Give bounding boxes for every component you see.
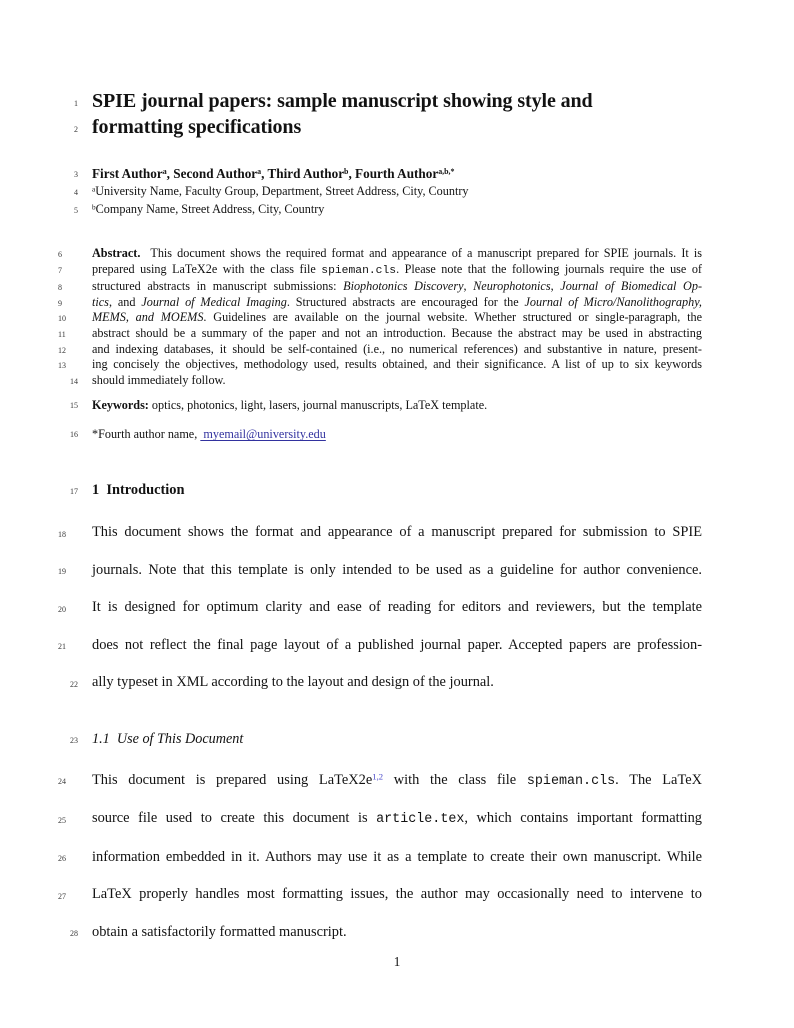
- email-link[interactable]: myemail@university.edu: [200, 427, 326, 442]
- text-segment: structured abstracts in manuscript submissions:: [92, 279, 344, 294]
- doc-line: [58, 589, 702, 627]
- text-segment: , and: [108, 294, 142, 309]
- line-number: 25: [58, 815, 66, 825]
- line-number: 1: [74, 99, 78, 108]
- line-number: 19: [58, 567, 66, 577]
- line-content: [92, 810, 702, 826]
- doc-line: [58, 800, 702, 839]
- line-content: [92, 357, 702, 371]
- doc-line: [70, 729, 702, 749]
- text-segment: Journal of Medical Imaging: [141, 294, 287, 309]
- text-segment: ally typeset in XML according to the layout and design of the journal.: [92, 674, 494, 691]
- line-number: 18: [58, 529, 66, 539]
- text-segment: information embedded in it. Authors may use it as a template to create their own manuscript. While: [92, 848, 702, 865]
- text-segment: 1.1 Use of This Document: [92, 730, 244, 747]
- line-number: 23: [70, 735, 78, 745]
- line-content: [92, 90, 593, 112]
- text-segment: article.tex: [376, 812, 465, 828]
- text-segment: spieman.cls: [321, 264, 397, 277]
- doc-line: [70, 480, 702, 500]
- line-content: [92, 482, 185, 498]
- line-number: 20: [58, 604, 66, 614]
- block-section-heading: [70, 480, 702, 500]
- text-segment: with the class file: [383, 771, 527, 788]
- block-keywords: [70, 397, 702, 413]
- doc-line: [74, 114, 702, 140]
- text-segment: a: [257, 167, 262, 177]
- line-content: [92, 310, 702, 324]
- text-segment: prepared using LaTeX2e with the class file: [92, 261, 322, 276]
- text-segment: b: [92, 201, 96, 211]
- doc-line: [70, 397, 702, 413]
- text-segment: a: [162, 167, 167, 177]
- line-number: 6: [58, 250, 62, 259]
- text-segment: Abstract.: [92, 246, 141, 260]
- page-number: 1: [393, 954, 401, 969]
- line-number: 8: [58, 283, 62, 293]
- text-segment: Keywords:: [92, 398, 149, 413]
- line-content: [92, 202, 324, 216]
- text-segment: This document shows the required format and appearance of a manuscript prepared for SPIE journals. It is: [140, 246, 702, 260]
- line-content: [92, 524, 702, 540]
- doc-line: [58, 310, 702, 326]
- text-segment: formatting specifications: [92, 116, 302, 138]
- block-authors: [74, 165, 702, 183]
- doc-line: [70, 372, 702, 389]
- line-content: [92, 731, 243, 747]
- text-segment: Journal of Biomedical Op-: [560, 279, 703, 294]
- line-content: [92, 427, 326, 441]
- doc-line: [74, 183, 702, 201]
- doc-line: [74, 201, 702, 219]
- doc-line: [74, 88, 702, 114]
- text-segment: and indexing databases, it should be self-contained (i.e., no numerical references) and substantive in nature, present-: [92, 341, 702, 356]
- line-content: [92, 295, 702, 309]
- line-content: [92, 562, 702, 578]
- line-content: [92, 398, 487, 412]
- line-content: [92, 342, 702, 356]
- line-number: 24: [58, 777, 66, 787]
- line-number: 17: [70, 487, 78, 497]
- doc-line: [58, 261, 702, 280]
- line-content: [92, 924, 347, 940]
- doc-line: [58, 627, 702, 665]
- doc-line: [58, 514, 702, 552]
- doc-line: [58, 839, 702, 877]
- text-segment: . The LaTeX: [615, 771, 703, 788]
- line-number: 14: [70, 376, 78, 386]
- text-segment: . Structured abstracts are encouraged for the: [286, 294, 525, 309]
- block-title: [74, 88, 702, 140]
- line-content: [92, 599, 702, 615]
- line-content: [92, 184, 469, 198]
- line-number: 7: [58, 265, 62, 275]
- line-number: 11: [58, 329, 66, 339]
- doc-line: [58, 325, 702, 342]
- text-segment: SPIE journal papers: sample manuscript showing style and: [92, 90, 593, 112]
- text-segment: . Guidelines are available on the journal website. Whether structured or single-paragraph, the: [203, 310, 702, 325]
- doc-line: [58, 279, 703, 295]
- text-segment: Company Name, Street Address, City, Country: [95, 201, 325, 216]
- text-segment: Journal of Micro/Nanolithography,: [524, 294, 702, 309]
- line-content: [92, 849, 702, 865]
- text-segment: It is designed for optimum clarity and ease of reading for editors and reviewers, but the template: [92, 599, 702, 616]
- doc-line: [58, 246, 702, 262]
- text-segment: This document shows the format and appearance of a manuscript prepared for submission to SPIE: [92, 524, 702, 541]
- line-number: 13: [58, 361, 66, 371]
- text-segment: spieman.cls: [526, 773, 616, 789]
- text-segment: ,: [550, 279, 561, 294]
- doc-line: [58, 294, 702, 311]
- doc-line: [58, 552, 702, 590]
- line-number: 15: [70, 401, 78, 411]
- doc-line: [70, 426, 702, 442]
- line-number: 16: [70, 430, 78, 440]
- line-content: [92, 637, 702, 653]
- doc-line: [70, 664, 702, 702]
- text-segment: journals. Note that this template is only intended to be used as a guideline for author convenience.: [92, 561, 702, 578]
- text-segment: , Fourth Author: [348, 166, 439, 181]
- text-segment: . Please note that the following journals require the use of: [396, 261, 702, 276]
- line-number: 10: [58, 314, 66, 324]
- text-segment: tics: [92, 294, 109, 309]
- text-segment: This document is prepared using LaTeX2e: [92, 771, 373, 788]
- doc-line: [58, 341, 702, 358]
- block-correspondence: [70, 426, 702, 442]
- text-segment: *Fourth author name,: [92, 427, 201, 442]
- text-segment: a: [92, 184, 96, 194]
- text-segment: First Author: [92, 166, 163, 181]
- line-number: 9: [58, 298, 62, 308]
- doc-line: [58, 357, 702, 373]
- text-segment: Biophotonics Discovery: [343, 279, 464, 294]
- line-number: 4: [74, 188, 78, 197]
- text-segment: abstract should be a summary of the paper and not an introduction. Because the abstract may be used in abstracting: [92, 325, 702, 340]
- text-segment: LaTeX properly handles most formatting issues, the author may occasionally need to intervene to: [92, 886, 702, 903]
- block-use-para: [58, 762, 703, 952]
- doc-blocks: [58, 88, 703, 951]
- line-number: 12: [58, 345, 66, 355]
- line-content: [92, 373, 226, 387]
- text-segment: obtain a satisfactorily formatted manuscript.: [92, 923, 347, 940]
- text-segment: MEMS, and MOEMS: [92, 310, 204, 325]
- line-number: 21: [58, 642, 66, 652]
- line-content: [92, 246, 702, 260]
- line-number: 28: [70, 929, 78, 939]
- doc-line: [74, 165, 702, 183]
- line-content: [92, 262, 702, 276]
- block-affiliations: [74, 183, 702, 218]
- text-segment: University Name, Faculty Group, Department, Street Address, City, Country: [95, 184, 469, 198]
- text-segment: optics, photonics, light, lasers, journal manuscripts, LaTeX template.: [148, 398, 488, 413]
- text-segment: Neurophotonics: [473, 279, 551, 294]
- text-segment: ,: [463, 279, 474, 294]
- text-segment: , Second Author: [166, 166, 258, 181]
- line-number: 26: [58, 854, 66, 864]
- text-segment: b: [344, 167, 349, 177]
- text-segment: source file used to create this document is: [92, 810, 377, 827]
- doc-line: [58, 762, 703, 801]
- line-content: [92, 326, 702, 340]
- line-number: 3: [74, 170, 78, 179]
- line-number: 22: [70, 679, 78, 689]
- line-content: [92, 279, 702, 293]
- doc-line: [70, 914, 702, 952]
- text-segment: , Third Author: [261, 166, 345, 181]
- line-content: [92, 886, 702, 902]
- line-content: [92, 674, 494, 690]
- line-number: 2: [74, 125, 78, 134]
- line-number: 5: [74, 205, 78, 215]
- line-content: [92, 116, 301, 138]
- text-segment: , which contains important formatting: [464, 810, 702, 827]
- text-segment: does not reflect the final page layout of a published journal paper. Accepted papers are profession-: [92, 636, 702, 653]
- text-segment: should immediately follow.: [92, 372, 226, 387]
- text-segment: 1,2: [372, 771, 384, 782]
- doc-line: [58, 876, 702, 914]
- text-segment: a,b,*: [438, 167, 455, 177]
- text-segment: 1 Introduction: [92, 482, 185, 499]
- line-number: 27: [58, 891, 66, 901]
- text-segment: ing concisely the objectives, methodology used, results obtained, and their significance. A list of up to six keywords: [92, 357, 702, 372]
- line-content: [92, 772, 702, 788]
- line-content: [92, 166, 454, 181]
- block-abstract: [58, 246, 703, 388]
- block-intro-para: [58, 514, 702, 702]
- block-subsection-heading: [70, 729, 702, 749]
